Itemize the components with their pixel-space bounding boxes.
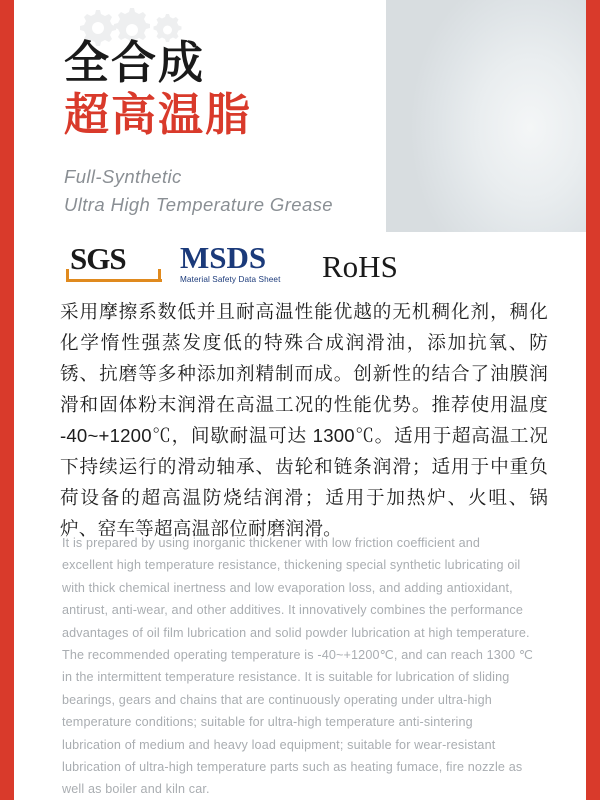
page-subtitle-en xyxy=(64,163,394,219)
rohs-logo: RoHS xyxy=(322,249,398,284)
description-cn: 采用摩擦系数低并且耐高温性能优越的无机稠化剂，稠化化学惰性强蒸发度低的特殊合成润滑油，添加抗氧、防锈、抗磨等多种添加剂精制而成。创新性的结合了油膜润滑和固体粉末润滑在高温工况的性能优势。推荐使用温度 -40~+1200℃，间歇耐温可达 1300℃。适用于超高温工况下持续运行的滑动轴承、齿轮和链条润滑；适用于中重负荷设备的超高温防烧结润滑；适用于加热炉、火咀、锅炉、窑车等超高温部位耐磨润滑。 xyxy=(60,301,548,539)
subtitle-line1: Full-Synthetic xyxy=(64,165,182,187)
page-title-cn-line2: 超高温脂 xyxy=(64,89,253,141)
product-datasheet-page xyxy=(14,0,586,800)
right-red-bar xyxy=(586,0,600,800)
header xyxy=(64,38,394,218)
msds-logo-text: MSDS xyxy=(180,240,267,275)
description-en: It is prepared by using inorganic thickener with low friction coefficient and excellent high temperature resistance, thickening special synthetic lubricating oil with thick chemical inertness and low evaporation loss, and adding antioxidant, antirust, anti-wear, and other additives. It innovatively combines the performance advantages of oil film lubrication and solid powder lubrication at high temperature. The recommended operating temperature is -40~+1200℃, and can reach 1300 ℃ in the intermittent temperature resistance. It is suitable for lubrication of sliding bearings, gears and chains that are continuously operating under ultra-high temperature conditions; suitable for ultra-high temperature anti-sintering lubrication of medium and heavy load equipment; suitable for wear-resistant lubrication of ultra-high temperature parts such as heating fumace, fire nozzle as well as boiler and kiln car. xyxy=(62,536,534,797)
photo-background xyxy=(386,0,586,232)
msds-logo-subtitle: Material Safety Data Sheet xyxy=(180,275,281,284)
sgs-logo-text: SGS xyxy=(70,241,126,276)
sgs-tick-right xyxy=(158,269,161,282)
sgs-tick-left xyxy=(66,269,69,282)
left-red-bar xyxy=(0,0,14,800)
sgs-underline xyxy=(66,279,162,282)
page-title-cn-line1: 全合成 xyxy=(64,37,206,88)
subtitle-line2: Ultra High Temperature Grease xyxy=(64,193,334,215)
product-photo xyxy=(386,0,586,232)
certification-logos xyxy=(66,236,466,284)
msds-logo xyxy=(180,240,304,284)
sgs-logo xyxy=(66,242,162,284)
